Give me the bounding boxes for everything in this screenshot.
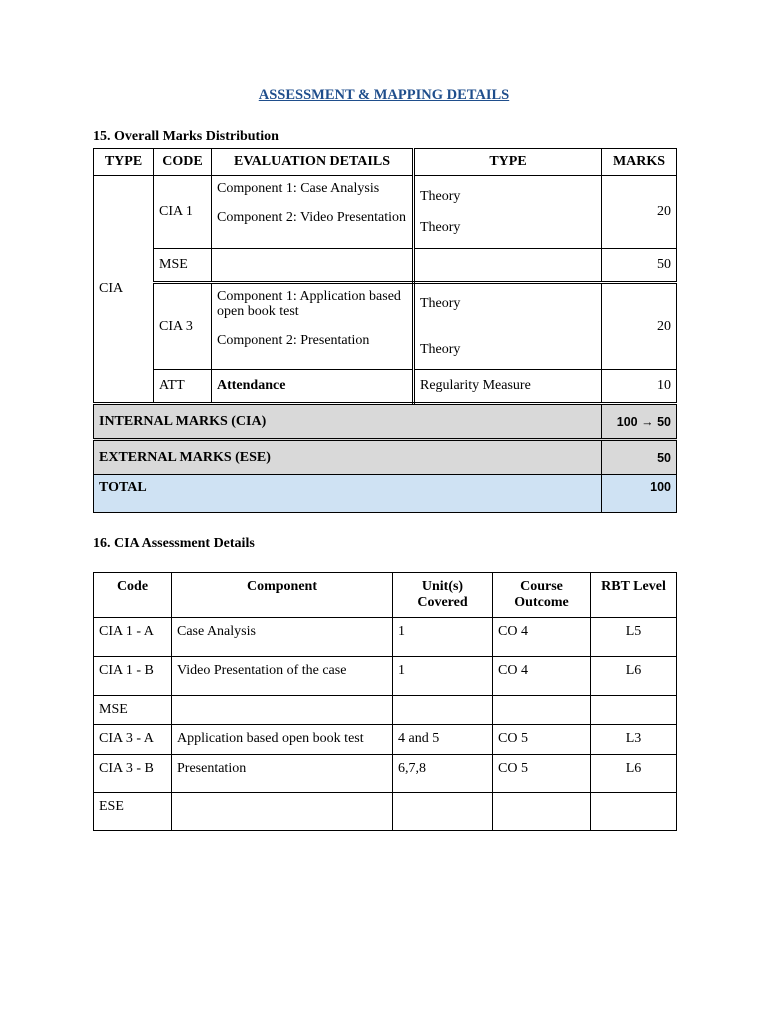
total-row xyxy=(94,475,677,513)
row-rbt xyxy=(591,793,677,831)
row-code: CIA 3 - A xyxy=(94,725,172,755)
cia3-type-2: Theory xyxy=(420,341,461,357)
header-units-line1: Unit(s) xyxy=(421,579,464,594)
row-units: 1 xyxy=(393,657,493,696)
header-units-line2: Covered xyxy=(417,595,468,610)
cia1-component-1: Component 1: Case Analysis xyxy=(217,181,380,196)
row-code: ESE xyxy=(94,793,172,831)
row-component: Presentation xyxy=(172,755,393,793)
external-marks-label: EXTERNAL MARKS (ESE) xyxy=(94,440,602,475)
total-value: 100 xyxy=(602,475,677,513)
table-header-row xyxy=(94,149,677,176)
att-code: ATT xyxy=(154,370,212,404)
header-code: CODE xyxy=(154,149,212,176)
cia-type-cell: CIA xyxy=(94,176,154,404)
header-component: Component xyxy=(172,573,393,618)
row-units: 6,7,8 xyxy=(393,755,493,793)
marks-distribution-table xyxy=(93,148,677,513)
table-row xyxy=(94,618,677,657)
row-component: Video Presentation of the case xyxy=(172,657,393,696)
table-row-mse xyxy=(94,249,677,283)
row-rbt: L5 xyxy=(591,618,677,657)
row-outcome: CO 5 xyxy=(493,725,591,755)
table-row-att xyxy=(94,370,677,404)
table-row xyxy=(94,725,677,755)
header-type: TYPE xyxy=(94,149,154,176)
row-units xyxy=(393,696,493,725)
section-15-title: 15. Overall Marks Distribution xyxy=(93,129,279,144)
att-details: Attendance xyxy=(212,370,414,404)
row-units xyxy=(393,793,493,831)
header-outcome-line1: Course xyxy=(520,579,563,594)
header-course-outcome xyxy=(493,573,591,618)
cia1-types xyxy=(414,176,602,249)
row-outcome: CO 5 xyxy=(493,755,591,793)
cia3-type-1: Theory xyxy=(420,295,461,311)
cia1-type-1: Theory xyxy=(420,188,461,204)
row-units: 1 xyxy=(393,618,493,657)
att-type: Regularity Measure xyxy=(414,370,602,404)
table-header-row xyxy=(94,573,677,618)
table-row-cia1 xyxy=(94,176,677,249)
mse-code: MSE xyxy=(154,249,212,283)
row-outcome: CO 4 xyxy=(493,657,591,696)
row-rbt: L6 xyxy=(591,755,677,793)
row-rbt: L3 xyxy=(591,725,677,755)
row-component xyxy=(172,696,393,725)
external-marks-row xyxy=(94,440,677,475)
header-outcome-line2: Outcome xyxy=(514,595,569,610)
table-row xyxy=(94,696,677,725)
row-outcome: CO 4 xyxy=(493,618,591,657)
cia3-code: CIA 3 xyxy=(154,283,212,370)
internal-marks-row xyxy=(94,404,677,440)
cia1-components xyxy=(212,176,414,249)
mse-marks: 50 xyxy=(602,249,677,283)
att-marks: 10 xyxy=(602,370,677,404)
cia3-marks: 20 xyxy=(602,283,677,370)
cia3-component-2: Component 2: Presentation xyxy=(217,333,370,348)
row-component: Application based open book test xyxy=(172,725,393,755)
table-row xyxy=(94,755,677,793)
cia3-types xyxy=(414,283,602,370)
cia3-components xyxy=(212,283,414,370)
row-component xyxy=(172,793,393,831)
table-row-cia3 xyxy=(94,283,677,370)
table-row xyxy=(94,793,677,831)
section-16-title: 16. CIA Assessment Details xyxy=(93,536,255,551)
row-rbt xyxy=(591,696,677,725)
row-rbt: L6 xyxy=(591,657,677,696)
row-code: CIA 3 - B xyxy=(94,755,172,793)
row-outcome xyxy=(493,793,591,831)
external-marks-value: 50 xyxy=(602,440,677,475)
row-code: MSE xyxy=(94,696,172,725)
page-title: ASSESSMENT & MAPPING DETAILS xyxy=(258,87,510,103)
table-row xyxy=(94,657,677,696)
cia1-type-2: Theory xyxy=(420,219,461,235)
internal-marks-label: INTERNAL MARKS (CIA) xyxy=(94,404,602,440)
row-outcome xyxy=(493,696,591,725)
header-code: Code xyxy=(94,573,172,618)
mse-type xyxy=(414,249,602,283)
cia1-code: CIA 1 xyxy=(154,176,212,249)
header-rbt-level: RBT Level xyxy=(591,573,677,618)
row-code: CIA 1 - B xyxy=(94,657,172,696)
total-label: TOTAL xyxy=(94,475,602,513)
internal-marks-value: 100 → 50 xyxy=(602,404,677,440)
header-evaluation-details: EVALUATION DETAILS xyxy=(212,149,414,176)
row-units: 4 and 5 xyxy=(393,725,493,755)
row-component: Case Analysis xyxy=(172,618,393,657)
cia1-component-2: Component 2: Video Presentation xyxy=(217,210,407,225)
row-code: CIA 1 - A xyxy=(94,618,172,657)
cia1-marks: 20 xyxy=(602,176,677,249)
header-units-covered xyxy=(393,573,493,618)
header-marks: MARKS xyxy=(602,149,677,176)
cia3-component-1: Component 1: Application based open book test xyxy=(217,289,401,319)
mse-details xyxy=(212,249,414,283)
cia-assessment-table xyxy=(93,572,677,831)
header-type-2: TYPE xyxy=(414,149,602,176)
